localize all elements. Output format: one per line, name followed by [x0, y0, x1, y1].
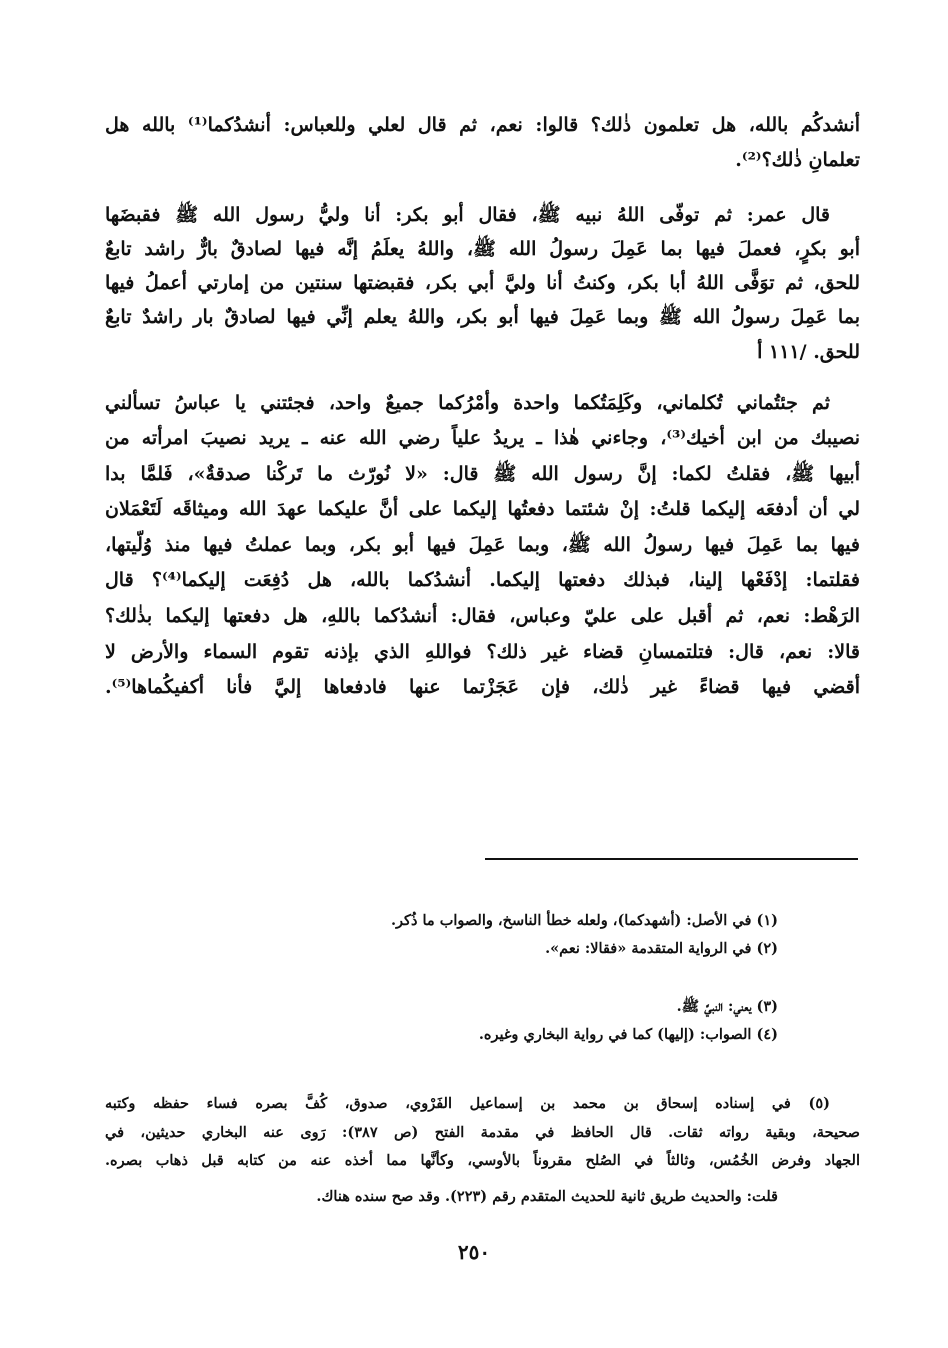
footnote: الجهاد وفرض الخُمُس، وثالثاً في الصُلح مقروناً بالأوسي، وكأنَّها مما أخذه عنه من كتابه قبل ذهاب بصره. [105, 1152, 860, 1169]
text-line: للحق. /١١١ أ [757, 341, 860, 363]
text-line: قال عمر: ثم توفّى اللهُ نبيه ﷺ، فقال أبو بكر: أنا وليُّ رسول الله ﷺ فقبضَها [105, 204, 830, 226]
footnote: (٤) الصواب: (إليها) كما في رواية البخاري وغيره. [478, 1026, 778, 1043]
text-line: فقلتما: إدْفَعْها إلينا، فبذلك دفعتها إليكما. أنشدُكما بالله، هل دُفِعَت إليكما⁽⁴⁾؟ قال [105, 569, 860, 591]
text-line: أبيها ﷺ، فقلتُ لكما: إنَّ رسول الله ﷺ قال: «لا نُورّث ما تَركْنا صدقةٌ»، فَلمَّا بدا [105, 463, 860, 485]
footnote-divider [485, 858, 858, 860]
text-line: الرَهْط: نعم، ثم أقبل على عليّ وعباس، فقال: أنشدُكما باللهِ، هل دفعتها إليكما بذٰلك؟ [105, 605, 860, 627]
page-number: ٢٥٠ [457, 1240, 491, 1264]
text-line: أقضي فيها قضاءً غير ذٰلك، فإن عَجَزْتما عنها فادفعاها إليَّ فأنا أكفيكُماها⁽⁵⁾. [105, 676, 860, 698]
text-line: أنشدكُم بالله، هل تعلمون ذٰلك؟ قالوا: نعم، ثم قال لعلي وللعباس: أنشدُكما⁽¹⁾ بالله هل [105, 114, 861, 136]
footnote: (٢) في الرواية المتقدمة «فقالا: نعم». [545, 940, 778, 957]
text-line: للحق، ثم توَفَّى اللهُ أبا بكر، وكنتُ أنا وليَّ أبي بكر، فقبضتها سنتين من إمارتي أعملُ فيها [105, 272, 860, 294]
text-line: قالا: نعم، قال: فتلتمسانِ قضاء غير ذلك؟ فواللهِ الذي بإذنه تقوم السماء والأرض لا [105, 641, 860, 663]
text-line: بما عَمِلَ رسولُ الله ﷺ وبما عَمِلَ فيها أبو بكر، واللهُ يعلم إنِّي فيها لصادقٌ بار راشدٌ تابعٌ [105, 306, 860, 328]
text-line: نصيبك من ابن أخيك⁽³⁾، وجاءني هٰذا ـ يريدُ علياً رضي الله عنه ـ يريد نصيبَ امرأته من [105, 427, 860, 449]
footnote: (٣) يعني: النبيَّ ﷺ. [676, 998, 778, 1015]
footnote: قلت: والحديث طريق ثانية للحديث المتقدم رقم (٢٢٣). وقد صح سنده هناك. [316, 1188, 778, 1205]
text-line: تعلمانِ ذٰلك؟⁽²⁾. [735, 149, 860, 171]
footnote: (٥) في إسناده إسحاق بن محمد بن إسماعيل الفَرْوي، صدوق، كُفَّ بصره فساء حفظه وكتبه [105, 1095, 830, 1112]
text-line: ثم جئتُماني تُكلماني، وكَلِمَتُكما واحدة وأمْرُكما جميعٌ واحد، فجئتني يا عباسُ تسألني [105, 392, 830, 414]
footnote: (١) في الأصل: (أشهدكما)، ولعله خطأ الناسخ، والصواب ما ذُكر. [391, 912, 778, 929]
footnote: صحيحة، وبقية رواته ثقات. قال الحافظ في مقدمة الفتح (ص ٣٨٧): رَوى عنه البخاري حديثين، في [105, 1124, 860, 1141]
text-line: فيها بما عَمِلَ فيها رسولُ الله ﷺ، وبما عَمِلَ فيها أبو بكر، وبما عملتُ فيها منذ وُلّيتها، [105, 534, 860, 556]
text-line: أبو بكرٍ، فعملَ فيها بما عَمِلَ رسولُ الله ﷺ، واللهُ يعلَمُ إنَّه فيها لصادقٌ بارٌّ راشد تابعٌ [105, 238, 860, 260]
text-line: لي أن أدفعَه إليكما قلتُ: إنْ شئتما دفعتُها إليكما على أنَّ عليكما عهدَ الله وميثاقَه لَتَعْمَلان [105, 498, 860, 520]
